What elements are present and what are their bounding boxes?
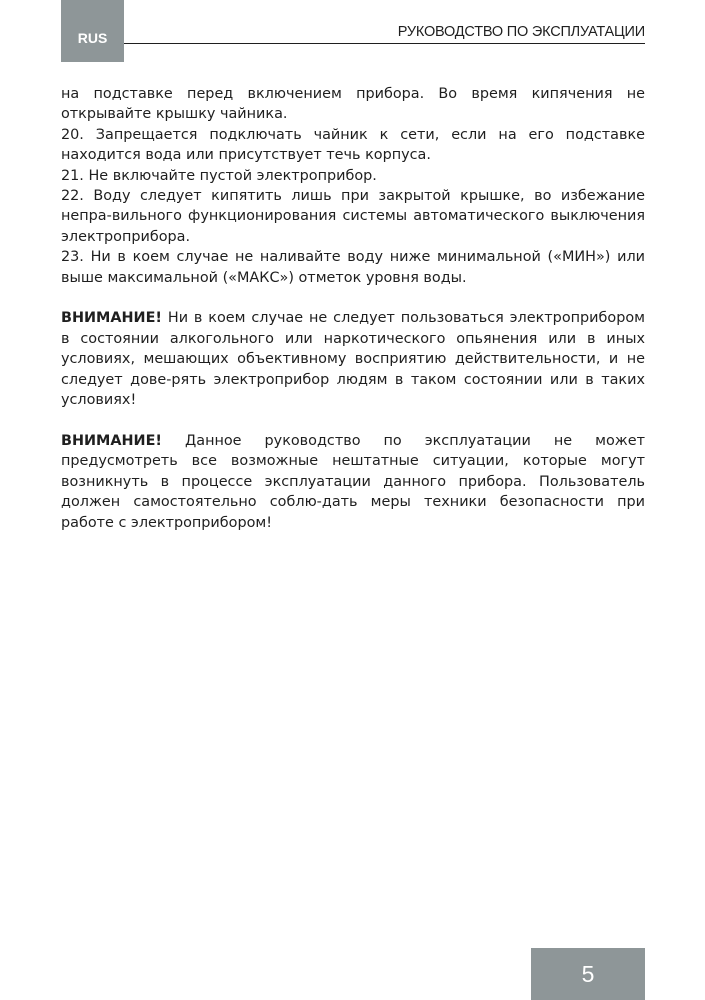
manual-title: РУКОВОДСТВО ПО ЭКСПЛУАТАЦИИ	[397, 24, 645, 40]
rule-item-21: 21. Не включайте пустой электроприбор.	[61, 167, 377, 184]
rule-item-22: 22. Воду следует кипятить лишь при закрытой крышке, во избежание непра-вильного функционирования системы автоматического выключения электроприбора.	[61, 188, 645, 245]
rule-item-20: 20. Запрещается подключать чайник к сети, если на его подставке находится вода или присутствует течь корпуса.	[61, 126, 645, 164]
language-label: RUS	[77, 30, 108, 46]
page-number: 5	[581, 960, 595, 987]
paragraph-continuation: на подставке перед включением прибора. Во время кипячения не открывайте крышку чайника.	[61, 86, 645, 123]
warning-label: ВНИМАНИЕ!	[61, 310, 162, 327]
header-divider	[124, 43, 645, 44]
language-tab	[61, 0, 124, 62]
warning-paragraph	[61, 431, 645, 533]
warning-paragraph	[61, 308, 645, 410]
rule-item-23: 23. Ни в коем случае не наливайте воду ниже минимальной («МИН») или выше максимальной («МАКС») отметок уровня воды.	[61, 249, 645, 286]
warning-text: Ни в коем случае не следует пользоваться электроприбором в состоянии алкогольного или наркотического опьянения или в иных условиях, мешающих объективному восприятию действительности, и не следует дове-рять электроприбор людям в таком состоянии или в таких условиях!	[61, 310, 645, 409]
page-number-box	[531, 948, 645, 1000]
page-body	[61, 84, 645, 533]
warning-label: ВНИМАНИЕ!	[61, 432, 162, 449]
warning-text: Данное руководство по эксплуатации не может предусмотреть все возможные нештатные ситуации, которые могут возникнуть в процессе эксплуатации данного прибора. Пользователь должен самостоятельно соблю-дать меры техники безопасности при работе с электроприбором!	[61, 432, 645, 531]
